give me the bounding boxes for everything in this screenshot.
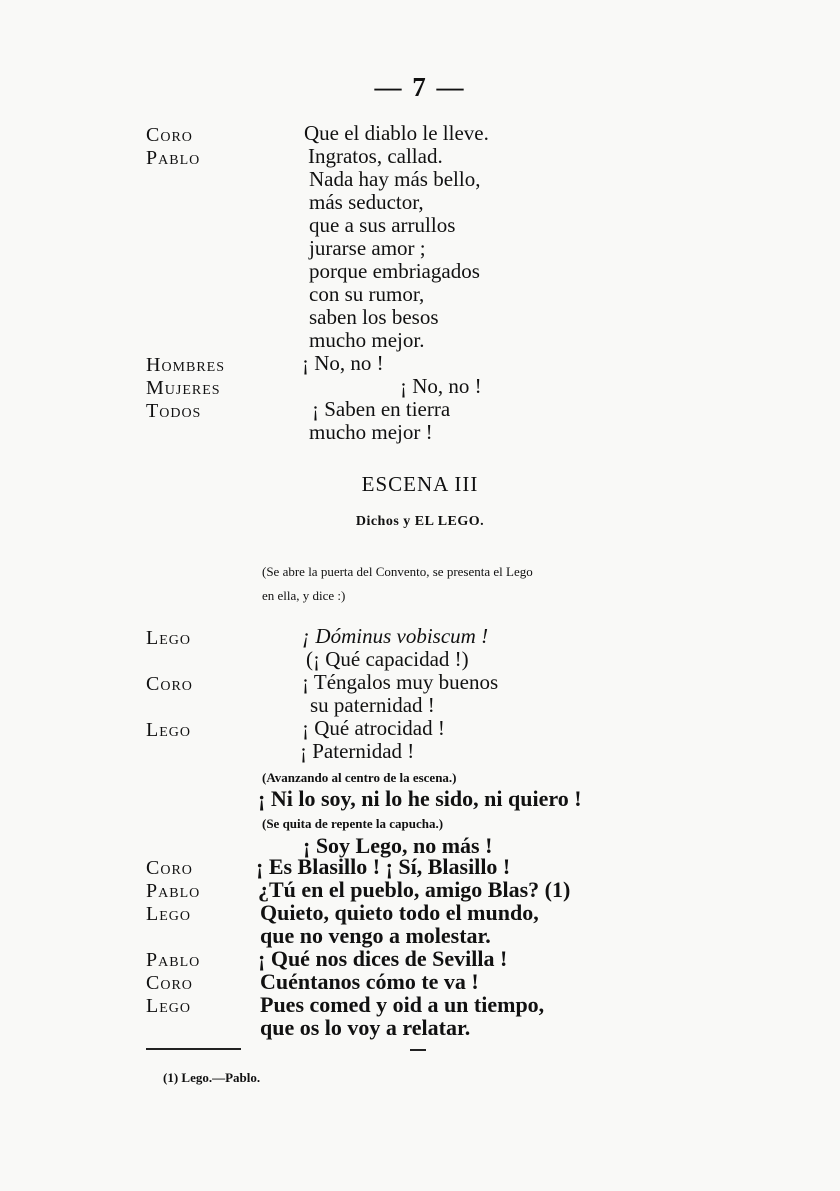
verse-line: Ingratos, callad.	[308, 144, 443, 168]
footnote-rule	[146, 1048, 241, 1050]
speaker-label: Todos	[146, 400, 202, 422]
verse-line: ¡ Qué nos dices de Sevilla !	[258, 946, 508, 971]
scene-characters: Dichos y EL LEGO.	[355, 514, 485, 529]
verse-line: ¡ Qué atrocidad !	[302, 716, 445, 740]
stage-direction: (Se quita de repente la capucha.)	[262, 816, 444, 831]
verse-line: su paternidad !	[310, 693, 435, 717]
speaker-label: Mujeres	[146, 377, 221, 399]
verse-line: Cuéntanos cómo te va !	[260, 969, 479, 994]
speaker-label: Lego	[146, 719, 191, 741]
speaker-label: Pablo	[146, 880, 201, 902]
verse-line: ¿Tú en el pueblo, amigo Blas? (1)	[258, 877, 571, 902]
verse-line: Que el diablo le lleve.	[304, 121, 489, 145]
footnote: (1) Lego.—Pablo.	[163, 1070, 261, 1085]
speaker-label: Hombres	[146, 354, 226, 376]
verse-line: ¡ Saben en tierra	[312, 397, 451, 421]
verse-line: que no vengo a molestar.	[260, 923, 491, 948]
verse-line: (¡ Qué capacidad !)	[306, 647, 469, 671]
speaker-label: Lego	[146, 995, 191, 1017]
speaker-label: Coro	[146, 673, 193, 695]
verse-line: ¡ No, no !	[302, 351, 384, 375]
speaker-label: Pablo	[146, 949, 201, 971]
verse-line: ¡ No, no !	[400, 374, 482, 398]
speaker-label: Pablo	[146, 147, 201, 169]
verse-line: ¡ Ni lo soy, ni lo he sido, ni quiero !	[258, 786, 582, 811]
verse-line: Pues comed y oid a un tiempo,	[260, 992, 545, 1017]
verse-line: más seductor,	[309, 190, 424, 214]
verse-line: ¡ Téngalos muy buenos	[302, 670, 499, 694]
speaker-label: Lego	[146, 903, 191, 925]
verse-line: que os lo voy a relatar.	[260, 1015, 471, 1040]
speaker-label: Coro	[146, 857, 193, 879]
verse-line: ¡ Paternidad !	[300, 739, 415, 763]
verse-line: jurarse amor ;	[309, 236, 426, 260]
stage-direction: (Avanzando al centro de la escena.)	[262, 770, 457, 785]
verse-line: ¡ Dóminus vobiscum !	[302, 624, 489, 648]
verse-line: con su rumor,	[309, 282, 425, 306]
verse-line: Nada hay más bello,	[309, 167, 481, 191]
stage-direction: (Se abre la puerta del Convento, se presenta el Lego	[262, 564, 533, 579]
verse-line: mucho mejor.	[309, 328, 425, 352]
verse-line: porque embriagados	[309, 259, 480, 283]
verse-line: mucho mejor !	[309, 420, 433, 444]
verse-line: ¡ Es Blasillo ! ¡ Sí, Blasillo !	[256, 854, 511, 879]
end-mark	[410, 1049, 426, 1051]
verse-line: ¡ Soy Lego, no más !	[303, 833, 493, 858]
stage-direction: en ella, y dice :)	[262, 588, 346, 603]
speaker-label: Coro	[146, 972, 193, 994]
verse-line: que a sus arrullos	[309, 213, 456, 237]
speaker-label: Lego	[146, 627, 191, 649]
scene-title: ESCENA III	[361, 472, 479, 496]
page-number: — 7 —	[374, 72, 466, 102]
verse-line: saben los besos	[309, 305, 439, 329]
speaker-label: Coro	[146, 124, 193, 146]
verse-line: Quieto, quieto todo el mundo,	[260, 900, 539, 925]
